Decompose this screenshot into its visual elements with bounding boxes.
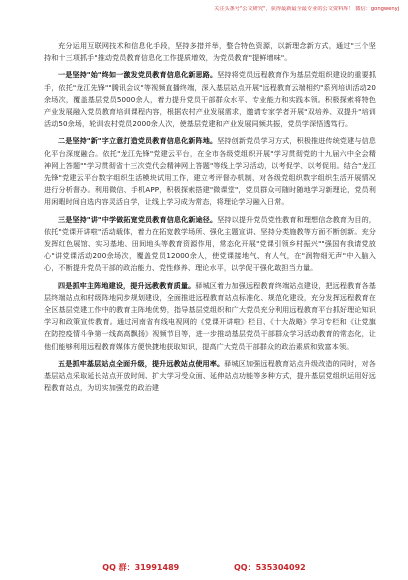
paragraph-text: 充分运用互联网技术和信息化手段，坚持多措并举，整合特色资源，以新理念新方式，通过"三个坚持和十三项抓手"推动党员教育信息化工作提质增效，为党员教育"提鲜增味"。 (44, 41, 376, 63)
footer-contact (0, 562, 408, 573)
paragraph-text: 驿城区着力加强远程教育终端站点建设，把远程教育各基层终端站点和村级阵地同步规划建设，全面推进远程教育站点标准化、规范化建设，充分发挥远程教育在全区基层党建工作中的教育主阵地优势，指导基层党组织和广大党员充分利用远程教育平台抓好理论知识学习和政策宣传教育。通过河南省有线电视网的《党课开讲啦》栏目、《十大战略》学习专栏和《让党旗在防控疫情斗争第一线高高飘扬》视频节目等，进一步推动基层党员干部群众学习活动教育的常态化，让他们能够利用远程教育媒体方便快捷地获取知识，提高广大党员干部群众的政治素质和致富本领。 (44, 280, 377, 351)
paragraph-point-4 (44, 280, 376, 353)
promo-banner: 关注头条号"公文研究"，获得最新最全最专业的公文资料库！ 微信：gongwenyj (214, 6, 400, 12)
paragraph-heading: 一是坚持"始"终如一激发党员教育信息化新思路。 (58, 70, 218, 80)
paragraph-heading: 四是抓牢主阵地建设，提升远教教育质量。 (58, 280, 196, 290)
document-body (44, 40, 376, 399)
paragraph-text: 驿城区加强远程教育站点升级改造的同时，对各基层站点采取延长站点开放时间、扩大学习受众面、延伸站点功能等多种方式，提升基层党组织运用好远程教育站点，为切实加强党的政治建 (44, 358, 376, 393)
paragraph-text: 坚持以提升党员党性教育和理想信念教育为目的，依托"党课开讲啦"活动载体，着力在拓宽教学场所、强化主题宣讲、坚持分类施教等方面不断创新。充分发挥红色展馆、实习基地、田间地头等教育资源作用，常态化开展"党课引领乡村振兴""强国有我请党放心"讲党课活动200余场次，覆盖党员12000余人，使党课接地气、有人气，在"润物细无声"中入脑入心，不断提升党员干部的政治能力、党性修养、理论水平，以学促干强化敢担当力量。 (44, 214, 376, 273)
qq-number: QQ：535304092 (234, 563, 306, 572)
paragraph-point-3 (44, 214, 376, 275)
paragraph-point-5 (44, 358, 376, 395)
paragraph-text: 坚持将党员远程教育作为基层党组织建设的重要抓手，依托"龙江先锋""腾讯会议"等视频直播终端，深入基层站点开展"远程教育云端相约"系列培训活动20余场次，覆盖基层党员5000余人，着力提升党员干部群众水平、专业能力和实践本领。积极探索将特色产业发展融入党员教育培训课程内容，根据农村产业发展需求，邀请专家学者开展"双培养、双提升"培训活动50余场，轮训农村党员2000余人次，使基层党建和产业发展同频共振，党员学深悟透笃行。 (44, 70, 376, 129)
paragraph-heading: 五是抓牢基层站点全面升级，提升远教站点使用率。 (58, 358, 225, 368)
qq-group-number: QQ 群：31991489 (102, 563, 180, 572)
paragraph-text: 坚持创新党员学习方式，积极推进传统党建与信息化平台深度融合。依托"龙江先锋"党建云平台，在全市各级党组织开展"学习贯彻党的十九届六中全会精神网上答题""学习贯彻省十三次党代会精神网上答题"等线上学习活动，以考促学、以考促用。结合"龙江先锋"党建云平台数字组织生活模块试用工作，建立考评督办机制，对各级党组织数字组织生活开展情况进行分析督办。利用微信、手机APP，积极探索搭建"微课堂"，党员群众可随时随地学习新理论，党员利用闲暇时间自选内容灵活自学，让线上学习成为常态，将理论学习融入日常。 (44, 136, 376, 207)
paragraph-point-2 (44, 135, 376, 208)
paragraph-heading: 三是坚持"讲"中学做拓宽党员教育信息化新途径。 (58, 214, 218, 224)
paragraph-intro (44, 40, 376, 64)
paragraph-heading: 二是坚持"新"字立意打造党员教育信息化新阵地。 (58, 136, 218, 146)
paragraph-point-1 (44, 69, 376, 130)
